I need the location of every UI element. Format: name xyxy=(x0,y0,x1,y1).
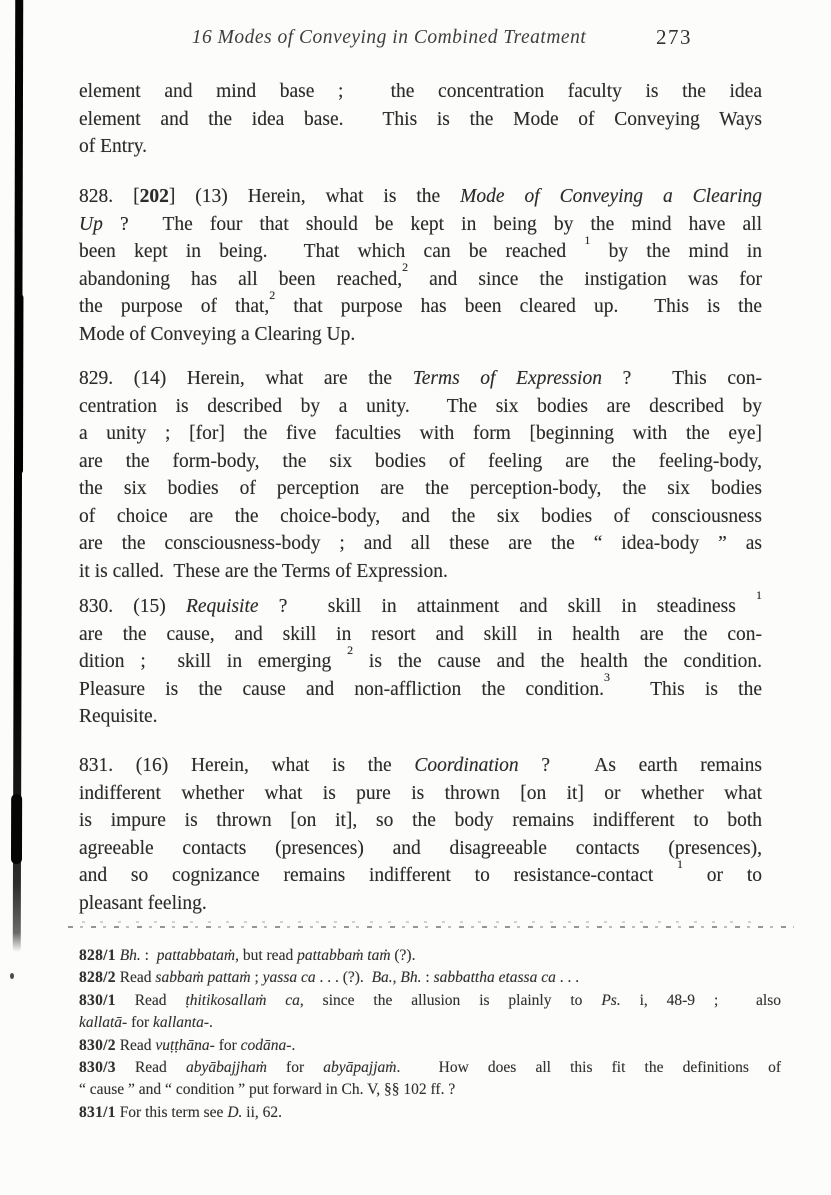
text-line: a unity ; [for] the five faculties with form [beginning with the eye] xyxy=(79,423,762,444)
footnote-830-3 xyxy=(79,1057,781,1102)
text-line: kallatā- for kallanta-. xyxy=(79,1014,213,1032)
running-header-title: 16 Modes of Conveying in Combined Treatment xyxy=(191,27,587,48)
text-line: 830/3 Read abyābajjhaṁ for abyāpajjaṁ. How does all this fit the definitions of xyxy=(79,1059,781,1077)
footnote-830-2 xyxy=(79,1035,781,1057)
page-number: 273 xyxy=(656,25,692,49)
text-line: 830/1 Read ṭhitikosallaṁ ca, since the allusion is plainly to Ps. i, 48-9 ; also xyxy=(79,991,781,1009)
text-line: 830. (15) Requisite ? skill in attainment and skill in steadiness $^1$ xyxy=(79,587,762,617)
text-line: is impure is thrown [on it], so the body remains indifferent to both xyxy=(79,810,762,831)
text-line: 829. (14) Herein, what are the Terms of Expression ? This con- xyxy=(79,368,762,389)
text-line: abandoning has all been reached,$^2$ and since the instigation was for xyxy=(79,260,762,290)
text-line: 831/1 For this term see D. ii, 62. xyxy=(79,1103,283,1121)
text-line: indifferent whether what is pure is thrown [on it] or whether what xyxy=(79,782,762,804)
text-line: Pleasure is the cause and non-affliction the condition.$^3$ This is the xyxy=(79,670,762,700)
text-line: and so cognizance remains indifferent to resistance-contact $^1$ or to xyxy=(79,856,762,886)
text-line: 831. (16) Herein, what is the Coordination ? As earth remains xyxy=(79,755,762,776)
text-line: dition ; skill in emerging $^2$ is the cause and the health the condition. xyxy=(79,642,762,672)
paragraph-ways-of-entry-continuation xyxy=(79,78,762,161)
footnote-828-2 xyxy=(79,967,781,989)
text-line: been kept in being. That which can be reached $^1$ by the mind in xyxy=(79,232,762,262)
paragraph-section-829 xyxy=(79,365,762,585)
text-line: are the form-body, the six bodies of feeling are the feeling-body, xyxy=(79,450,762,472)
text-line: of choice are the choice-body, and the six bodies of consciousness xyxy=(79,505,762,527)
scan-speck xyxy=(10,973,14,979)
footnote-828-1 xyxy=(79,945,781,967)
text-line: Mode of Conveying a Clearing Up. xyxy=(79,323,356,345)
paragraph-section-831 xyxy=(79,752,762,917)
text-line: element and mind base ; the concentration faculty is the idea xyxy=(79,81,762,102)
footnotes xyxy=(79,945,781,1124)
footnote-830-1 xyxy=(79,990,781,1035)
footnote-831-1 xyxy=(79,1102,781,1124)
text-line: it is called. These are the Terms of Expression. xyxy=(79,560,448,582)
text-line: centration is described by a unity. The six bodies are described by xyxy=(79,395,762,417)
text-line: 828/2 Read sabbaṁ pattaṁ ; yassa ca . . . (?). Ba., Bh. : sabbattha etassa ca . . . xyxy=(79,969,580,987)
text-line: are the consciousness-body ; and all these are the “ idea-body ” as xyxy=(79,533,762,554)
footnote-separator xyxy=(68,921,794,930)
text-line: of Entry. xyxy=(79,136,148,157)
text-line: the six bodies of perception are the perception-body, the six bodies xyxy=(79,478,762,499)
text-line: pleasant feeling. xyxy=(79,892,207,914)
text-line: the purpose of that,$^2$ that purpose has been cleared up. This is the xyxy=(79,287,762,317)
text-line: Up ? The four that should be kept in being by the mind have all xyxy=(79,213,762,235)
paragraph-section-830 xyxy=(79,587,762,731)
text-line: 830/2 Read vuṭṭhāna- for codāna-. xyxy=(79,1036,296,1054)
text-line: 828. [202] (13) Herein, what is the Mode of Conveying a Clearing xyxy=(79,186,763,207)
text-line: 828/1 Bh. : pattabbataṁ, but read pattabbaṁ taṁ (?). xyxy=(79,947,416,964)
scan-gutter-artifact xyxy=(13,0,24,952)
text-line: are the cause, and skill in resort and skill in health are the con- xyxy=(79,623,762,645)
text-line: “ cause ” and “ condition ” put forward in Ch. V, §§ 102 ff. ? xyxy=(79,1081,456,1099)
text-line: element and the idea base. This is the Mode of Conveying Ways xyxy=(79,108,762,130)
paragraph-section-828 xyxy=(79,183,762,348)
text-line: agreeable contacts (presences) and disagreeable contacts (presences), xyxy=(79,837,762,859)
text-line: Requisite. xyxy=(79,706,158,727)
